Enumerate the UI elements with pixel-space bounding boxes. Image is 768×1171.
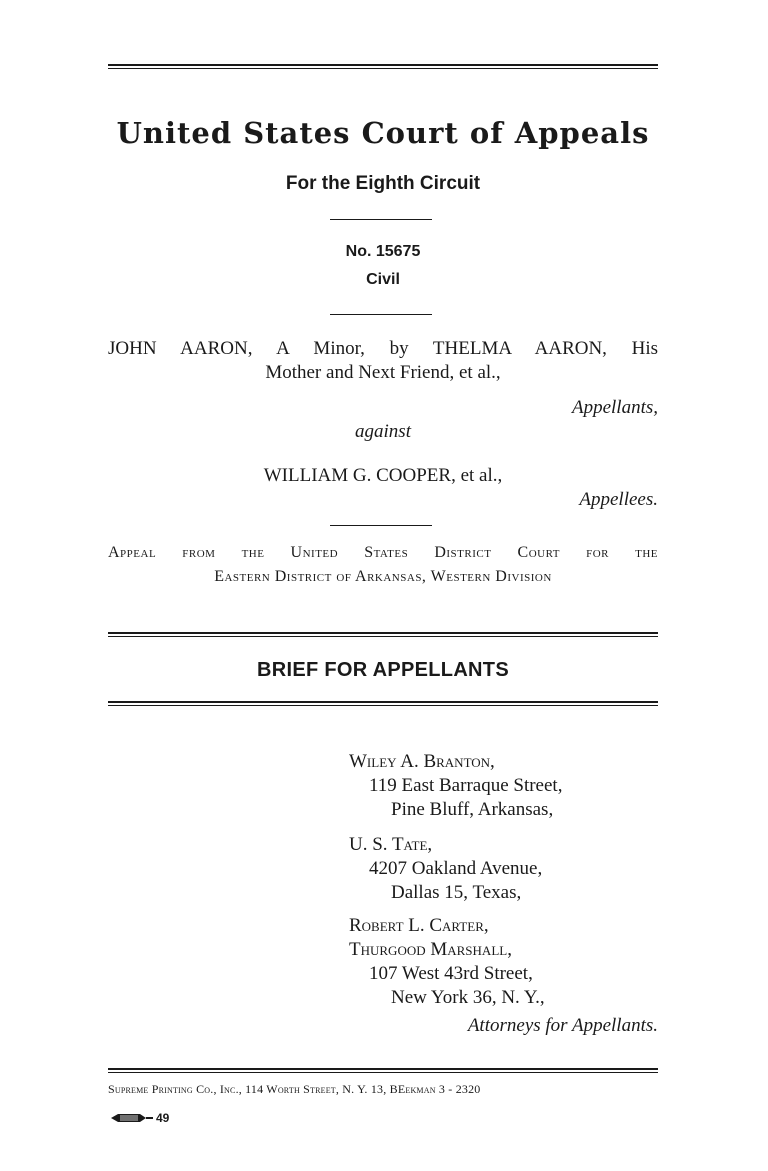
versus-word: against	[355, 421, 411, 442]
attorneys-role: Attorneys for Appellants.	[467, 1015, 658, 1036]
attorney-4-name: Thurgood Marshall,	[349, 939, 512, 960]
brief-title: BRIEF FOR APPELLANTS	[257, 659, 509, 681]
appeal-line2: Eastern District of Arkansas, Western Division	[214, 568, 552, 585]
footer-rule	[108, 1068, 658, 1073]
separator-rule	[330, 314, 432, 315]
appellants-names-line2: Mother and Next Friend, et al.,	[265, 362, 501, 383]
brief-upper-rule	[108, 632, 658, 637]
docket-number: No. 15675	[345, 243, 421, 260]
union-label	[110, 1111, 169, 1125]
appellees-names: WILLIAM G. COOPER, et al.,	[263, 465, 503, 486]
union-bug-icon	[110, 1112, 154, 1124]
attorney-2-city: Dallas 15, Texas,	[391, 882, 522, 903]
top-double-rule	[108, 64, 658, 69]
union-number: 49	[156, 1111, 170, 1125]
printer-imprint: Supreme Printing Co., Inc., 114 Worth Street, N. Y. 13, BEekman 3 - 2320	[108, 1082, 481, 1096]
circuit-name: For the Eighth Circuit	[285, 173, 481, 194]
separator-rule	[330, 219, 432, 220]
attorney-3-name: Robert L. Carter,	[349, 915, 489, 936]
court-title: United States Court of Appeals	[116, 116, 650, 150]
attorney-3-city: New York 36, N. Y.,	[391, 987, 545, 1008]
attorney-1-street: 119 East Barraque Street,	[369, 775, 563, 796]
separator-rule	[330, 525, 432, 526]
appellees-label: Appellees.	[579, 489, 658, 510]
attorney-1-city: Pine Bluff, Arkansas,	[391, 799, 554, 820]
appellants-label: Appellants,	[571, 397, 658, 418]
appeal-line1: Appeal from the United States District Court for the	[108, 544, 658, 561]
attorney-3-street: 107 West 43rd Street,	[369, 963, 533, 984]
attorney-2-street: 4207 Oakland Avenue,	[369, 858, 543, 879]
brief-lower-rule	[108, 701, 658, 706]
attorney-1-name: Wiley A. Branton,	[349, 751, 495, 772]
attorney-2-name: U. S. Tate,	[349, 834, 433, 855]
case-type: Civil	[366, 271, 400, 288]
appellants-names-line1: JOHN AARON, A Minor, by THELMA AARON, His	[108, 338, 658, 359]
